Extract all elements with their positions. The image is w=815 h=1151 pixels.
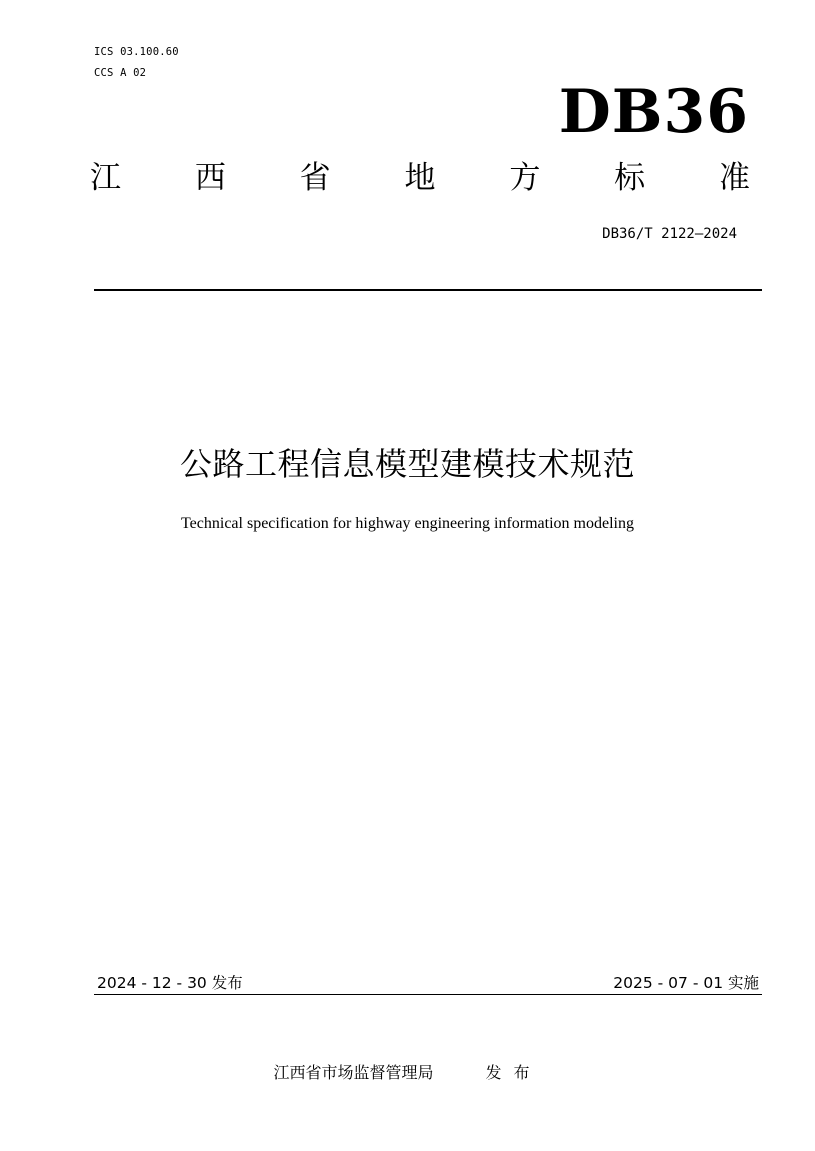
ccs-code: CCS A 02 [94,67,147,79]
standard-type-char: 省 [299,160,331,196]
document-title-en: Technical specification for highway engineering information modeling [181,515,634,532]
standard-type-char: 准 [718,160,750,196]
standard-type-title [90,158,750,198]
classification-codes [94,42,179,84]
issue-date: 2024 - 12 - 30 发布 [97,974,243,992]
publisher-action: 发布 [485,1063,542,1082]
standard-type-char: 标 [614,160,646,196]
standard-type-char: 江 [90,160,121,196]
ics-code: ICS 03.100.60 [94,46,179,58]
standard-type-char: 方 [509,160,541,196]
publisher-organization: 江西省市场监督管理局 [273,1063,434,1082]
standard-type-char: 西 [194,160,226,196]
footer-divider [94,994,762,995]
document-title-zh: 公路工程信息模型建模技术规范 [179,445,635,483]
standard-number: DB36/T 2122—2024 [602,226,737,242]
db-mark: DB36 [558,77,749,147]
standard-type-char: 地 [404,160,436,196]
implementation-date: 2025 - 07 - 01 实施 [613,974,759,992]
header-divider [94,289,762,291]
publisher-line [0,1061,815,1085]
